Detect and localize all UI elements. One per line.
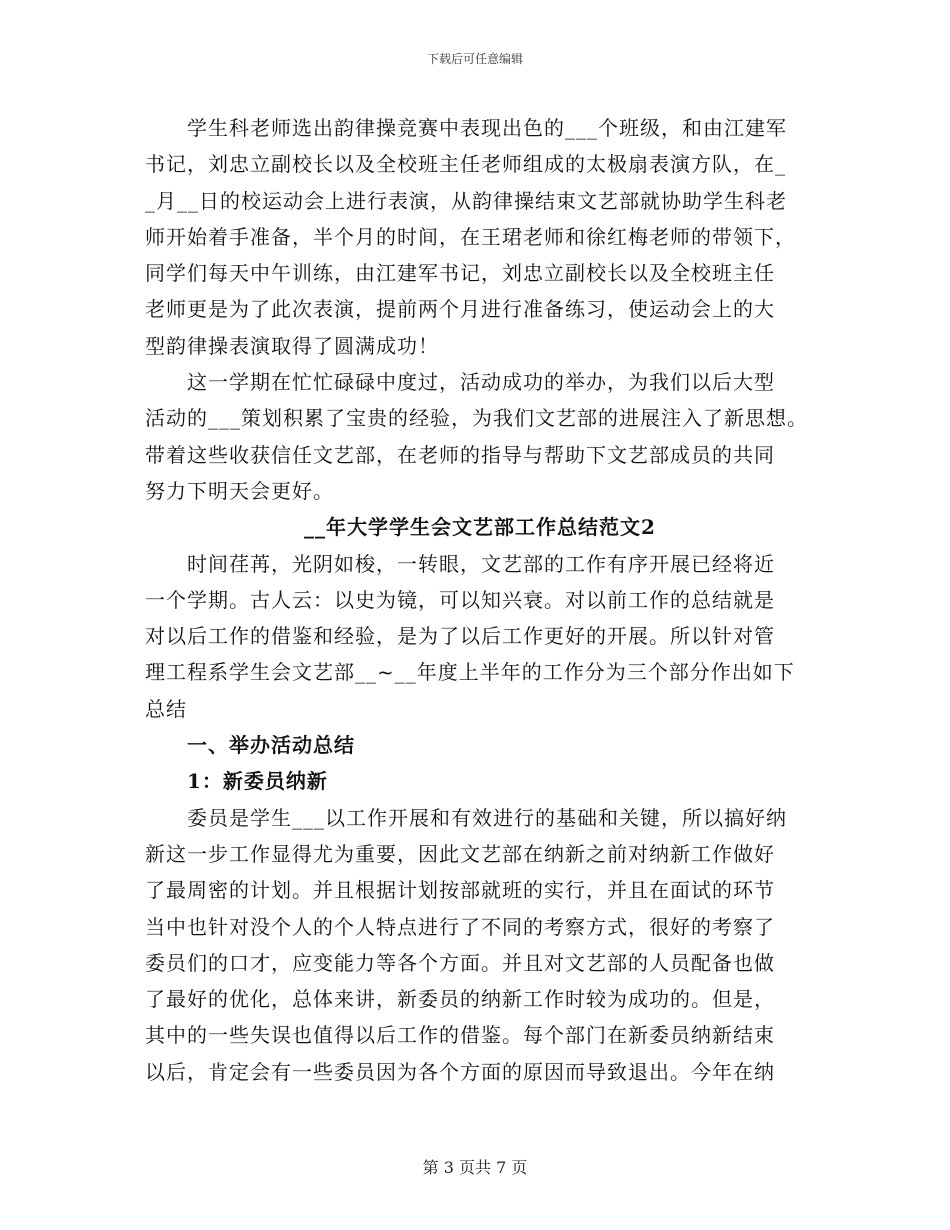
paragraph-line: 对以后工作的借鉴和经验，是为了以后工作更好的开展。所以针对管 xyxy=(145,624,775,649)
subheading: 一、举办活动总结 xyxy=(187,733,355,758)
paragraph-line: 带着这些收获信任文艺部，在老师的指导与帮助下文艺部成员的共同 xyxy=(145,442,775,467)
paragraph-line: 当中也针对没个人的个人特点进行了不同的考察方式，很好的考察了 xyxy=(145,914,775,939)
paragraph-line: 老师更是为了此次表演，提前两个月进行准备练习，使运动会上的大 xyxy=(145,297,775,322)
page-header: 下载后可任意编辑 xyxy=(426,52,523,66)
paragraph-line: 了最好的优化，总体来讲，新委员的纳新工作时较为成功的。但是， xyxy=(145,987,775,1012)
paragraph-line: 型韵律操表演取得了圆满成功！ xyxy=(145,333,439,358)
paragraph-line: 其中的一些失误也值得以后工作的借鉴。每个部门在新委员纳新结束 xyxy=(145,1023,775,1048)
page-footer: 第 3 页共 7 页 xyxy=(422,1158,528,1177)
paragraph-line: 委员是学生___以工作开展和有效进行的基础和关键，所以搞好纳 xyxy=(187,805,787,830)
paragraph-line: 学生科老师选出韵律操竞赛中表现出色的___个班级，和由江建军 xyxy=(187,116,787,140)
paragraph-line: 时间荏苒，光阴如梭，一转眼，文艺部的工作有序开展已经将近 xyxy=(187,551,775,576)
paragraph-line: 一个学期。古人云：以史为镜，可以知兴衰。对以前工作的总结就是 xyxy=(145,587,775,612)
paragraph-line: 书记，刘忠立副校长以及全校班主任老师组成的太极扇表演方队，在_ xyxy=(145,152,786,177)
paragraph-line: 新这一步工作显得尤为重要，因此文艺部在纳新之前对纳新工作做好 xyxy=(145,841,775,866)
paragraph-line: 这一学期在忙忙碌碌中度过，活动成功的举办，为我们以后大型 xyxy=(187,370,775,395)
paragraph-line: 理工程系学生会文艺部__~__年度上半年的工作分为三个部分作出如下 xyxy=(145,660,795,685)
paragraph-line: 同学们每天中午训练，由江建军书记，刘忠立副校长以及全校班主任 xyxy=(145,261,775,286)
paragraph-line: _月__日的校运动会上进行表演，从韵律操结束文艺部就协助学生科老 xyxy=(145,188,787,213)
paragraph-line: 师开始着手准备，半个月的时间，在王珺老师和徐红梅老师的带领下， xyxy=(145,224,796,249)
section-title: __年大学学生会文艺部工作总结范文2 xyxy=(304,515,656,540)
paragraph-line: 活动的___策划积累了宝贵的经验，为我们文艺部的进展注入了新思想。 xyxy=(145,406,808,431)
paragraph-line: 以后，肯定会有一些委员因为各个方面的原因而导致退出。今年在纳 xyxy=(145,1059,775,1084)
paragraph-line: 努力下明天会更好。 xyxy=(145,478,334,503)
document-body xyxy=(145,110,815,1090)
subheading: 1：新委员纳新 xyxy=(187,769,328,794)
paragraph-line: 委员们的口才，应变能力等各个方面。并且对文艺部的人员配备也做 xyxy=(145,950,775,975)
paragraph-line: 总结 xyxy=(145,696,187,721)
paragraph-line: 了最周密的计划。并且根据计划按部就班的实行，并且在面试的环节 xyxy=(145,878,775,903)
